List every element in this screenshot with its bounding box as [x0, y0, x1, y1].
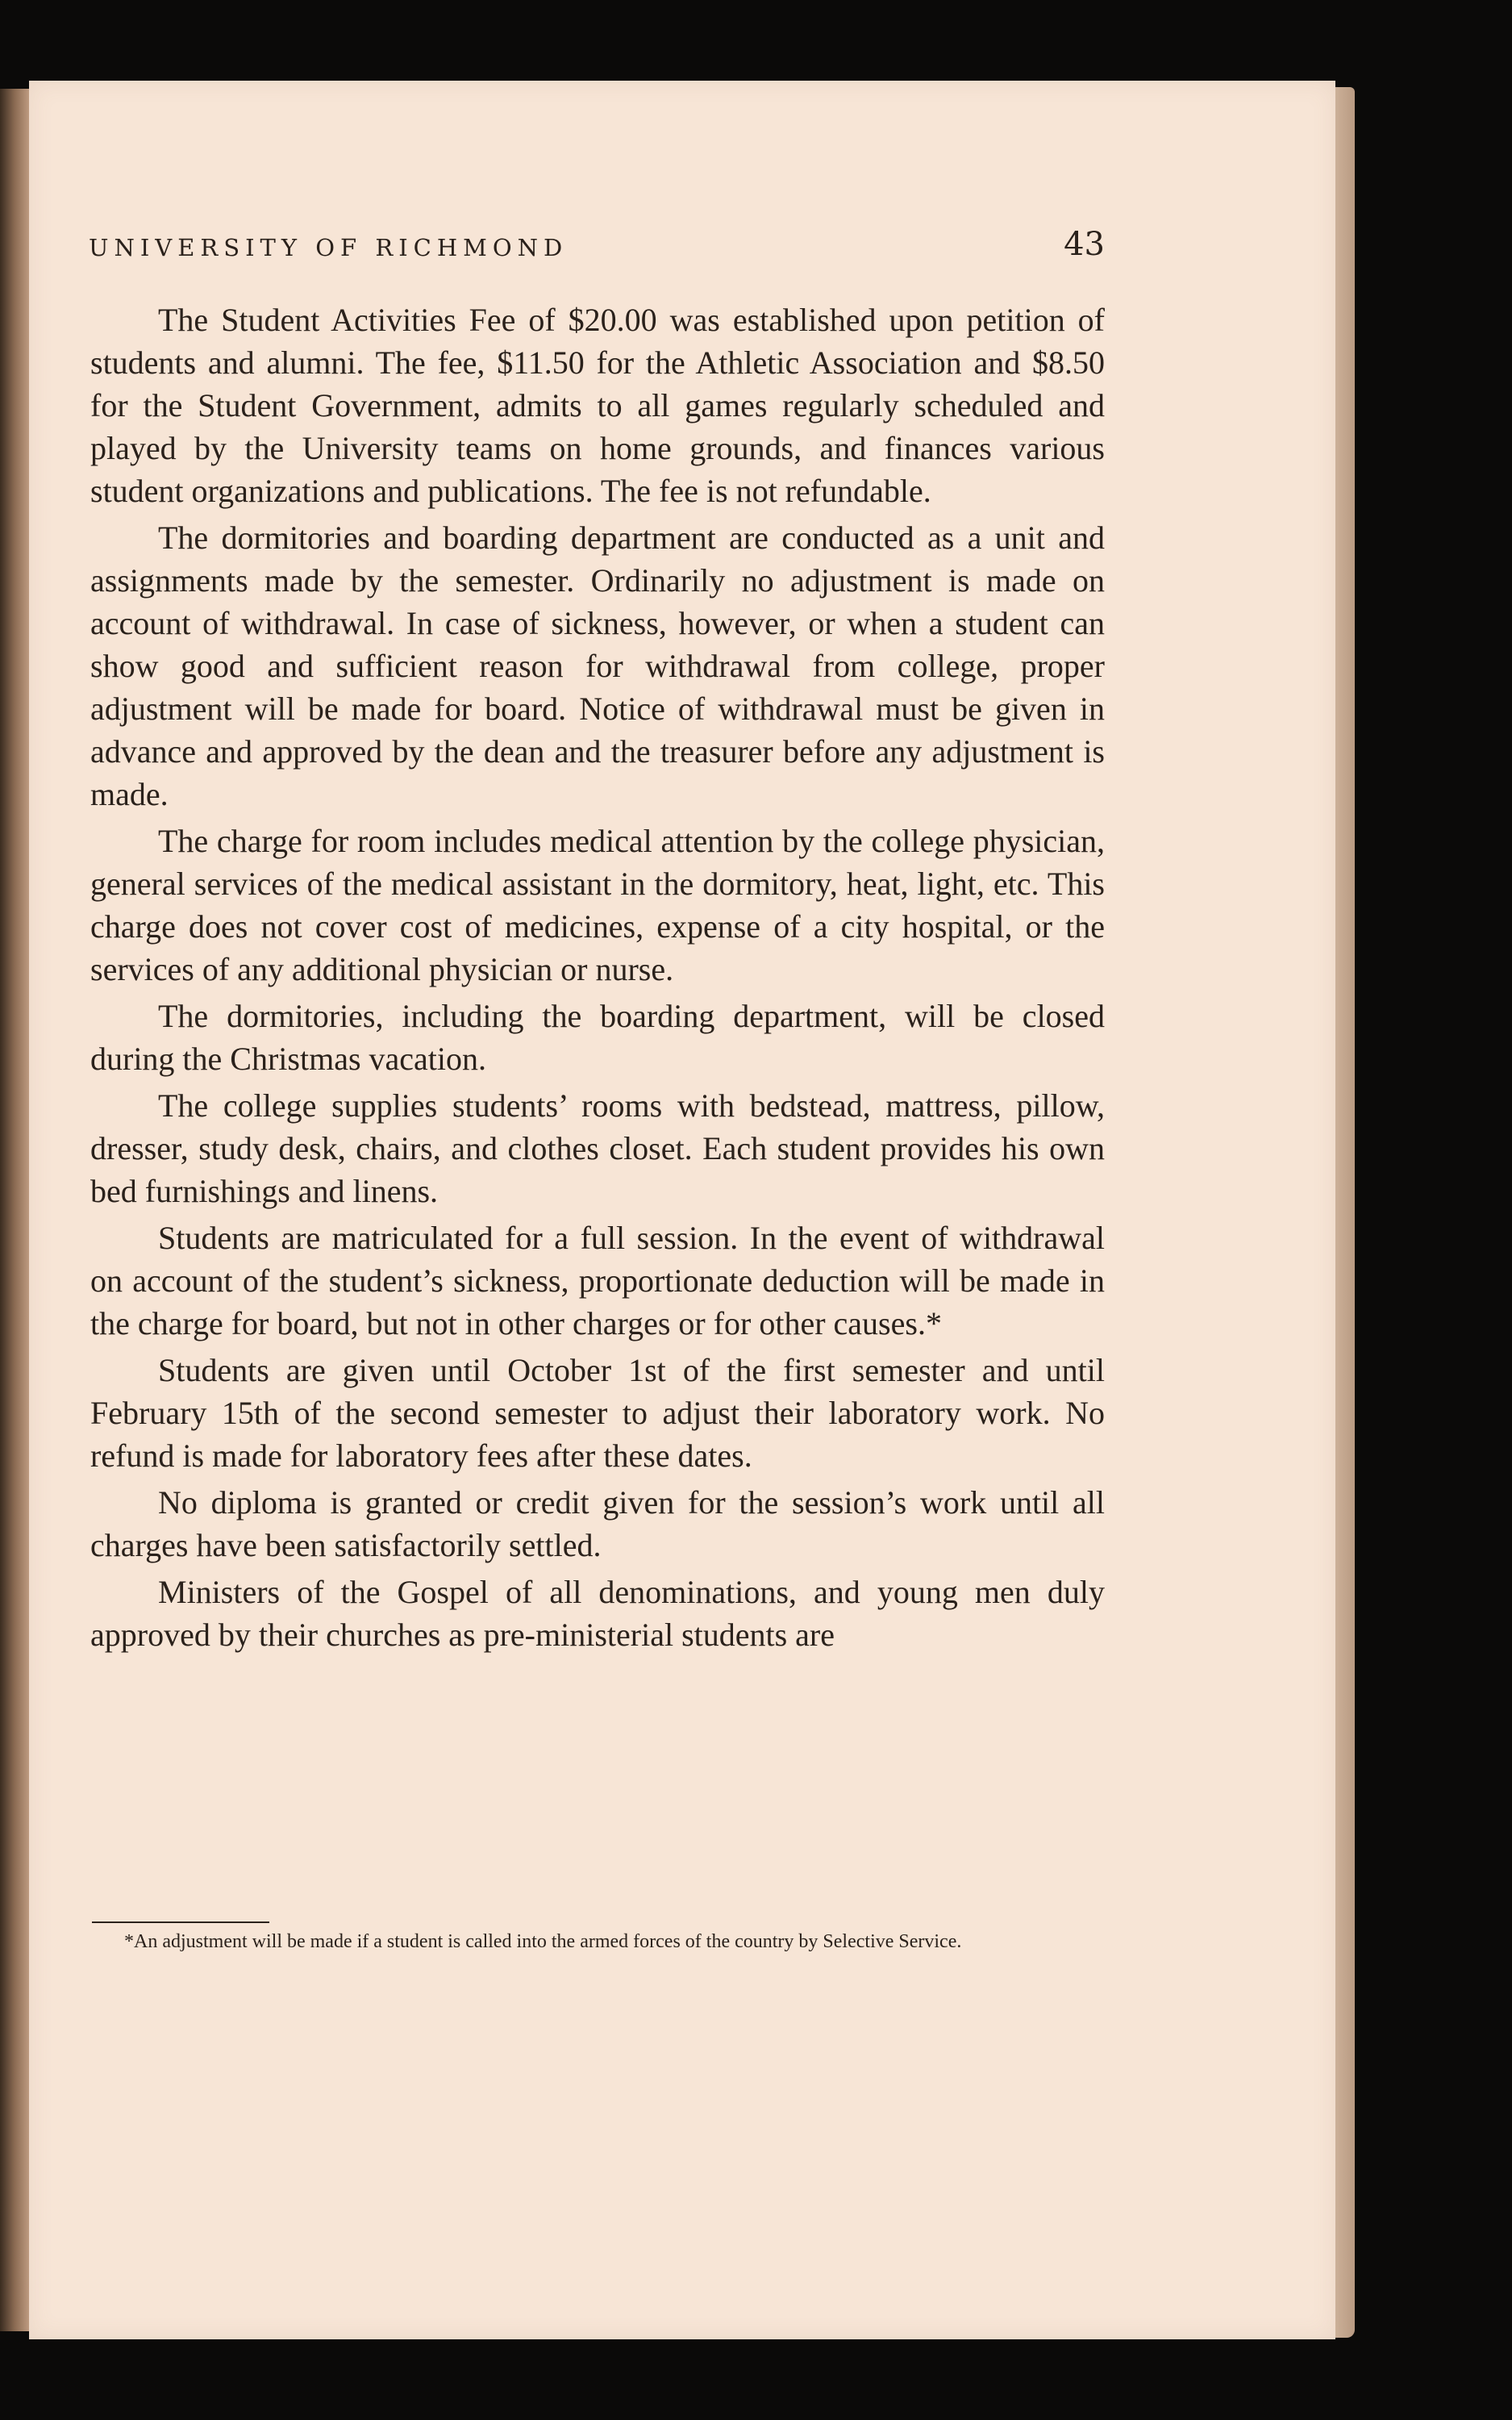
footnote-text: *An adjustment will be made if a student is called into the armed forces of the country by Selective Service. [124, 1931, 962, 1952]
paragraph-dormitories-boarding: The dormitories and boarding department are conducted as a unit and assignments made by the semester. Ordinarily no adjustment is made on account of withdrawal. In case of sickness, however, or when a student can show good and sufficient reason for withdrawal from college, proper adjustment will be made for board. Notice of withdrawal must be given in advance and approved by the dean and the treasurer before any adjustment is made. [90, 519, 1105, 812]
paragraph-ministers: Ministers of the Gospel of all denominations, and young men duly approved by their churches as pre-ministerial students are [90, 1574, 1105, 1653]
paragraph-activities-fee: The Student Activities Fee of $20.00 was established upon petition of students and alumni. The fee, $11.50 for the Athletic Association and $8.50 for the Student Government, admits to all games regularly scheduled and played by the University teams on home grounds, and finances various student organizations and publications. The fee is not refundable. [90, 302, 1105, 509]
paragraph-room-charge: The charge for room includes medical attention by the college physician, general services of the medical assistant in the dormitory, heat, light, etc. This charge does not cover cost of medicines, expense of a city hospital, or the services of any additional physician or nurse. [90, 823, 1105, 987]
paragraph-matriculation: Students are matriculated for a full session. In the event of withdrawal on account of the student’s sickness, proportionate deduction will be made in the charge for board, but not in other charges or for other causes.* [90, 1220, 1105, 1341]
paragraph-diploma: No diploma is granted or credit given for the session’s work until all charges have been satisfactorily settled. [90, 1484, 1105, 1563]
footnote [92, 1930, 1105, 1955]
paragraph-christmas-closing: The dormitories, including the boarding department, will be closed during the Christmas vacation. [90, 998, 1105, 1077]
running-header [89, 226, 1105, 274]
footnote-rule [92, 1921, 269, 1923]
paragraph-laboratory-work: Students are given until October 1st of the first semester and until February 15th of the second semester to adjust their laboratory work. No refund is made for laboratory fees after these dates. [90, 1352, 1105, 1474]
book-spine-edge [0, 89, 32, 2331]
body-text [90, 298, 1105, 1660]
page-number: 43 [1064, 226, 1105, 263]
paragraph-room-furnishings: The college supplies students’ rooms with bedstead, mattress, pillow, dresser, study desk, chairs, and clothes closet. Each student provides his own bed furnishings and linens. [90, 1087, 1105, 1209]
running-title: UNIVERSITY OF RICHMOND [89, 234, 569, 261]
